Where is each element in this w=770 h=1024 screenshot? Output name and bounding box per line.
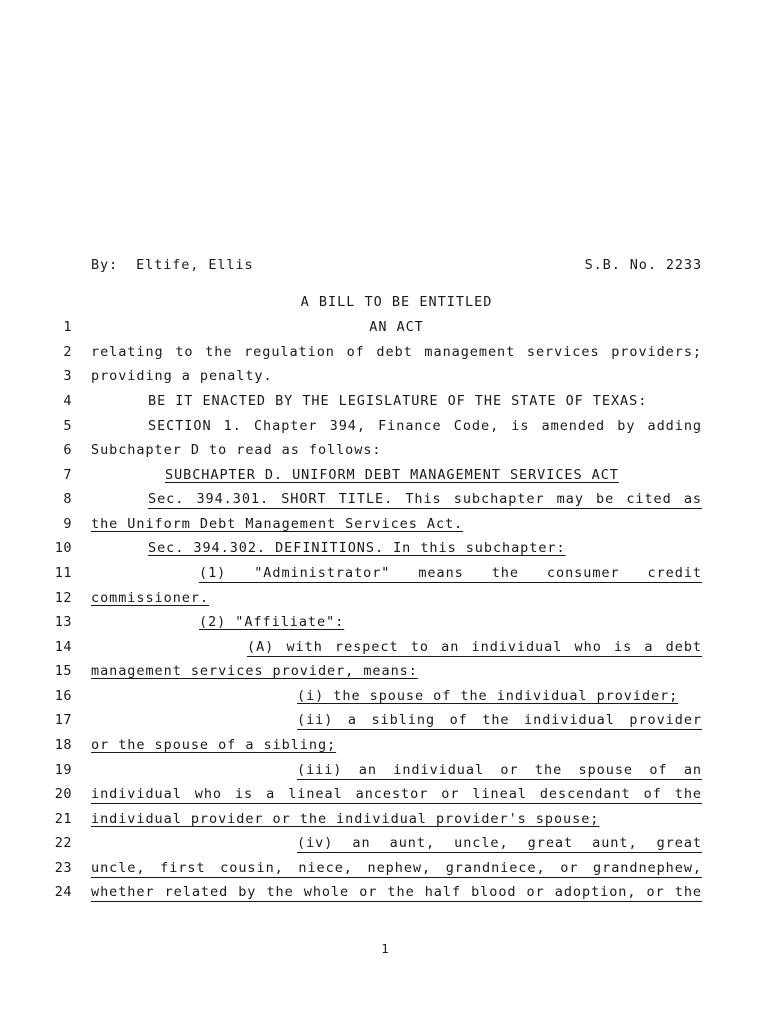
line-number: 2 [63,344,72,360]
sponsors-line: By: Eltife, Ellis [91,257,254,273]
line-text: management services provider, means: [91,663,418,679]
line-text: (A) with respect to an individual who is a debt [247,639,702,655]
line-number: 17 [54,712,72,728]
bill-line [0,418,770,442]
line-text: (i) the spouse of the individual provider; [297,688,679,704]
line-text: (iii) an individual or the spouse of an [297,762,702,778]
bill-line [0,688,770,712]
line-text: (ii) a sibling of the individual provider [297,712,702,728]
line-text: (iv) an aunt, uncle, great aunt, great [297,835,702,851]
line-text: Sec. 394.301. SHORT TITLE. This subchapter may be cited as [148,491,702,507]
bill-line [0,467,770,491]
bill-line [0,663,770,687]
line-number: 3 [63,368,72,384]
line-text: (1) "Administrator" means the consumer credit [199,565,702,581]
line-text: whether related by the whole or the half blood or adoption, or the [91,884,702,900]
line-number: 4 [63,393,72,409]
line-number: 13 [54,614,72,630]
page-number: 1 [381,942,389,956]
line-text: Subchapter D to read as follows: [91,442,382,458]
line-text-wrap [91,737,702,753]
line-text-wrap [199,614,702,630]
line-number: 20 [54,786,72,802]
bill-line [0,614,770,638]
bill-line [0,590,770,614]
line-text: Sec. 394.302. DEFINITIONS. In this subchapter: [148,540,566,556]
line-number: 5 [63,418,72,434]
bill-line [0,393,770,417]
line-text-wrap [91,663,702,679]
line-number: 23 [54,860,72,876]
line-text-wrap [297,688,702,704]
bill-line [0,442,770,466]
subchapter-heading: SUBCHAPTER D. UNIFORM DEBT MANAGEMENT SERVICES ACT [165,467,619,483]
line-text: providing a penalty. [91,368,273,384]
line-number: 21 [54,811,72,827]
line-number: 16 [54,688,72,704]
bill-line [0,516,770,540]
line-number: 8 [63,491,72,507]
bill-line [0,368,770,392]
line-text-wrap [148,540,702,556]
line-text: individual who is a lineal ancestor or lineal descendant of the [91,786,702,802]
line-number: 1 [63,319,72,335]
line-text-wrap [165,467,628,483]
line-number: 18 [54,737,72,753]
line-text: individual provider or the individual provider's spouse; [91,811,600,827]
bill-line [0,344,770,368]
line-number: 14 [54,639,72,655]
line-text: relating to the regulation of debt management services providers; [91,344,702,360]
bill-line [0,811,770,835]
bill-line [0,762,770,786]
line-number: 12 [54,590,72,606]
line-number: 10 [54,540,72,556]
bill-title: A BILL TO BE ENTITLED [300,294,493,310]
line-number: 11 [54,565,72,581]
bill-line [0,491,770,515]
line-number: 24 [54,884,72,900]
bill-line [0,639,770,663]
bill-line [0,835,770,859]
line-text: commissioner. [91,590,210,606]
bill-line [0,860,770,884]
line-number: 9 [63,516,72,532]
bill-line [0,540,770,564]
line-text-wrap [91,811,702,827]
bill-line [0,737,770,761]
bill-line [0,884,770,908]
line-text: (2) "Affiliate": [199,614,345,630]
line-text: AN ACT [369,319,424,335]
line-number: 15 [54,663,72,679]
bill-line [0,712,770,736]
line-number: 7 [63,467,72,483]
bill-line [0,565,770,589]
line-text-wrap [91,590,702,606]
line-text: the Uniform Debt Management Services Act. [91,516,464,532]
bill-line [0,319,770,343]
line-number: 19 [54,762,72,778]
bill-number: S.B. No. 2233 [584,257,702,273]
bill-line [0,786,770,810]
line-text-wrap [91,516,702,532]
line-text: BE IT ENACTED BY THE LEGISLATURE OF THE STATE OF TEXAS: [148,393,648,409]
line-text: uncle, first cousin, niece, nephew, grandniece, or grandnephew, [91,860,702,876]
line-number: 6 [63,442,72,458]
line-number: 22 [54,835,72,851]
line-text: SECTION 1. Chapter 394, Finance Code, is amended by adding [148,418,702,434]
line-text: or the spouse of a sibling; [91,737,337,753]
